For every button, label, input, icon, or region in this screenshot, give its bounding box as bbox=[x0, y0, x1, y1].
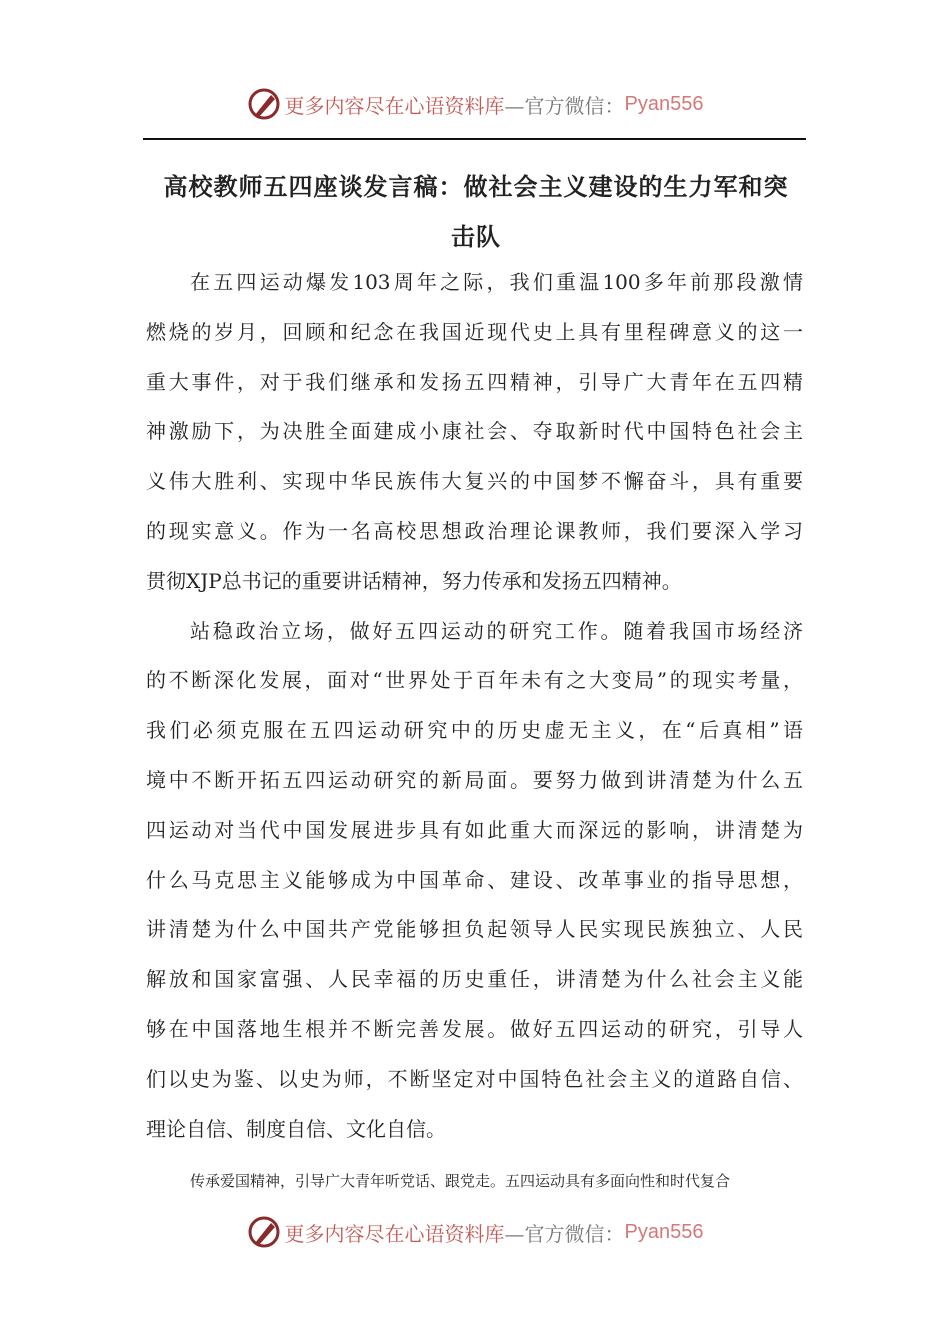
paragraph-2-line: 够在中国落地生根并不断完善发展。做好五四运动的研究，引导人 bbox=[146, 1017, 803, 1041]
paragraph-3-line: 传承爱国精神，引导广大青年听党话、跟党走。五四运动具有多面向性和时代复合 bbox=[190, 1172, 731, 1191]
banner-separator: —官方微信： bbox=[504, 93, 625, 118]
banner-text: 更多内容尽在心语资料库 bbox=[284, 93, 505, 118]
paragraph-2-line: 四运动对当代中国发展进步具有如此重大而深远的影响，讲清楚为 bbox=[146, 817, 803, 842]
paragraph-1-line: 义伟大胜利、实现中华民族伟大复兴的中国梦不懈奋斗，具有重要 bbox=[146, 469, 803, 494]
paragraph-1-line: 神激励下，为决胜全面建成小康社会、夺取新时代中国特色社会主 bbox=[146, 419, 803, 444]
header-watermark-banner bbox=[0, 84, 950, 124]
paragraph-2-line: 理论自信、制度自信、文化自信。 bbox=[146, 1116, 446, 1141]
header-divider bbox=[143, 138, 806, 140]
pen-logo-icon bbox=[247, 1215, 281, 1249]
paragraph-2-line: 解放和国家富强、人民幸福的历史重任，讲清楚为什么社会主义能 bbox=[146, 967, 803, 992]
paragraph-2-line: 们以史为鉴、以史为师，不断坚定对中国特色社会主义的道路自信、 bbox=[146, 1066, 803, 1091]
paragraph-2-line: 的不断深化发展，面对“世界处于百年未有之大变局”的现实考量， bbox=[146, 668, 803, 693]
banner-separator: —官方微信： bbox=[504, 1221, 625, 1246]
paragraph-2-line: 站稳政治立场，做好五四运动的研究工作。随着我国市场经济 bbox=[190, 618, 803, 643]
footer-watermark-banner bbox=[0, 1212, 950, 1252]
paragraph-2-line: 境中不断开拓五四运动研究的新局面。要努力做到讲清楚为什么五 bbox=[146, 768, 803, 792]
paragraph-1-line: 重大事件，对于我们继承和发扬五四精神，引导广大青年在五四精 bbox=[146, 369, 803, 394]
paragraph-2-line: 讲清楚为什么中国共产党能够担负起领导人民实现民族独立、人民 bbox=[146, 917, 803, 942]
pen-logo-icon bbox=[247, 87, 281, 121]
banner-wechat-id: Pyan556 bbox=[624, 92, 704, 115]
paragraph-1-line: 燃烧的岁月，回顾和纪念在我国近现代史上具有里程碑意义的这一 bbox=[146, 319, 803, 344]
paragraph-2-line: 什么马克思主义能够成为中国革命、建设、改革事业的指导思想， bbox=[146, 867, 803, 892]
paragraph-2-line: 我们必须克服在五四运动研究中的历史虚无主义，在“后真相”语 bbox=[146, 718, 803, 743]
banner-wechat-id: Pyan556 bbox=[624, 1220, 704, 1243]
paragraph-1-line: 在五四运动爆发103周年之际，我们重温100多年前那段激情 bbox=[190, 270, 803, 294]
document-title-line-1: 高校教师五四座谈发言稿：做社会主义建设的生力军和突 bbox=[163, 172, 789, 201]
paragraph-1-line: 贯彻XJP总书记的重要讲话精神，努力传承和发扬五四精神。 bbox=[146, 568, 682, 593]
banner-text: 更多内容尽在心语资料库 bbox=[284, 1221, 505, 1246]
document-title-line-2: 击队 bbox=[451, 222, 501, 251]
paragraph-1-line: 的现实意义。作为一名高校思想政治理论课教师，我们要深入学习 bbox=[146, 519, 803, 543]
